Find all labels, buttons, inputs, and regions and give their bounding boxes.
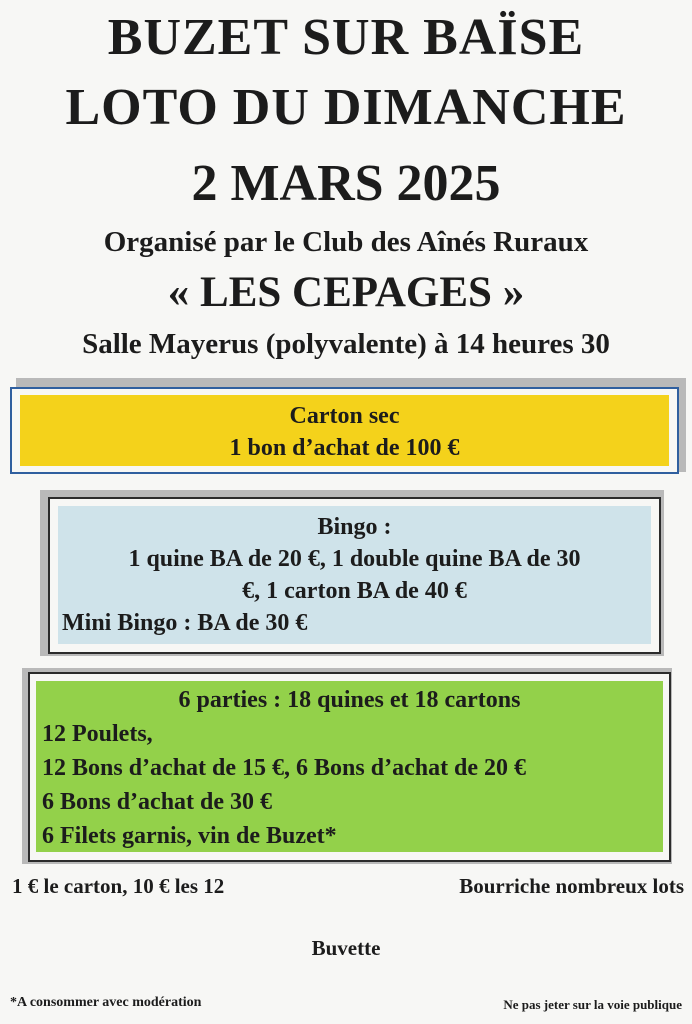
parties-item-3: 6 Bons d’achat de 30 € (42, 789, 273, 815)
carton-sec-fill (20, 395, 669, 466)
bingo-fill (58, 506, 651, 644)
note-voie-publique: Ne pas jeter sur la voie publique (503, 997, 682, 1012)
parties-item-4: 6 Filets garnis, vin de Buzet* (42, 823, 337, 849)
venue-line: Salle Mayerus (polyvalente) à 14 heures 30 (82, 328, 610, 360)
price-info: 1 € le carton, 10 € les 12 (12, 874, 225, 898)
parties-box (28, 672, 671, 862)
town-title: BUZET SUR BAÏSE (107, 9, 585, 66)
carton-sec-prize: 1 bon d’achat de 100 € (229, 435, 460, 461)
organizer-line: Organisé par le Club des Aînés Ruraux (103, 226, 589, 258)
bingo-line-2: €, 1 carton BA de 40 € (242, 578, 467, 604)
carton-sec-box (10, 387, 679, 474)
bingo-box (48, 497, 661, 654)
carton-sec-title: Carton sec (289, 403, 400, 429)
buvette: Buvette (311, 936, 381, 960)
bourriche-info: Bourriche nombreux lots (459, 874, 684, 898)
bingo-line-1: 1 quine BA de 20 €, 1 double quine BA de 30 (128, 546, 581, 572)
event-date: 2 MARS 2025 (191, 155, 501, 212)
parties-item-1: 12 Poulets, (42, 721, 153, 747)
bingo-title: Bingo : (317, 514, 392, 540)
mini-bingo: Mini Bingo : BA de 30 € (62, 610, 308, 636)
parties-title: 6 parties : 18 quines et 18 cartons (178, 687, 521, 713)
parties-fill (36, 681, 663, 852)
note-moderation: *A consommer avec modération (10, 995, 202, 1010)
club-name: « LES CEPAGES » (167, 269, 525, 316)
parties-item-2: 12 Bons d’achat de 15 €, 6 Bons d’achat de 20 € (42, 755, 527, 781)
event-title: LOTO DU DIMANCHE (65, 79, 627, 136)
